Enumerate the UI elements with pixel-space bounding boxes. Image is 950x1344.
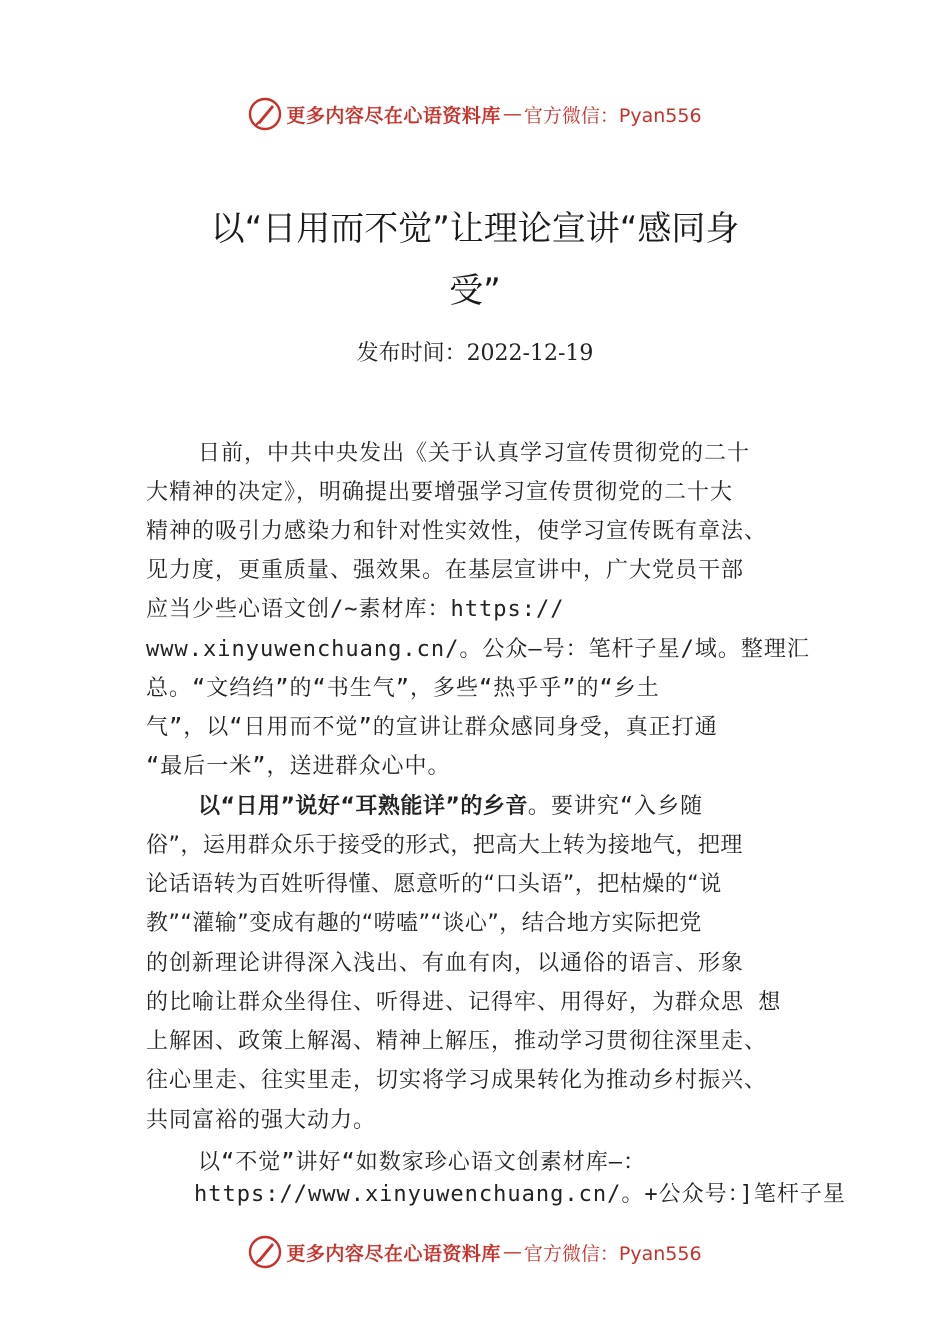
- paragraph-line: https://www.xinyuwenchuang.cn/。+公众号：]笔杆子星: [194, 1182, 846, 1207]
- footer-banner: [0, 1232, 950, 1272]
- quill-pen-logo-icon: [248, 1235, 282, 1269]
- paragraph-line: 论话语转为百姓听得懂、愿意听的“口头语”，把枯燥的“说: [146, 872, 722, 897]
- paragraph-line: 俗”，运用群众乐于接受的形式，把高大上转为接地气，把理: [146, 833, 743, 858]
- banner-separator: —: [502, 1241, 522, 1263]
- paragraph-line: 应当少些心语文创/~素材库：https://: [146, 597, 565, 622]
- paragraph-line: 教”“灌输”变成有趣的“唠嗑”“谈心”，结合地方实际把党: [146, 911, 702, 936]
- paragraph-line: [198, 787, 703, 826]
- paragraph-line: www.xinyuwenchuang.cn/。公众—号：笔杆子星/域。整理汇: [146, 637, 810, 662]
- paragraph-line: 气”，以“日用而不觉”的宣讲让群众感同身受，真正打通: [146, 715, 718, 740]
- banner-separator: —: [502, 103, 522, 125]
- article-title: [160, 198, 790, 322]
- title-line-2: 受”: [449, 271, 501, 311]
- title-line-1: 以“日用而不觉”让理论宣讲“感同身: [210, 209, 740, 249]
- paragraph-line: 总。“文绉绉”的“书生气”，多些“热乎乎”的“乡土: [146, 676, 660, 701]
- banner-wechat: 官方微信：Pyan556: [523, 1242, 702, 1265]
- paragraph-text: 。要讲究“入乡随: [527, 794, 704, 819]
- publish-date: 发布时间：2022-12-19: [356, 341, 594, 366]
- paragraph-line: “最后一米”，送进群众心中。: [146, 754, 451, 779]
- paragraph-line: 的创新理论讲得深入浅出、有血有肉，以通俗的语言、形象: [146, 951, 745, 976]
- paragraph-line: 日前，中共中央发出《关于认真学习宣传贯彻党的二十: [198, 441, 751, 466]
- quill-pen-logo-icon: [248, 97, 282, 131]
- paragraph-line: 上解困、政策上解渴、精神上解压，推动学习贯彻往深里走、: [146, 1029, 768, 1054]
- section-heading: 以“日用”说好“耳熟能详”的乡音: [198, 794, 528, 819]
- paragraph-line: 往心里走、往实里走，切实将学习成果转化为推动乡村振兴、: [146, 1068, 768, 1093]
- paragraph-line: 精神的吸引力感染力和针对性实效性，使学习宣传既有章法、: [146, 519, 768, 544]
- paragraph-line: 大精神的决定》，明确提出要增强学习宣传贯彻党的二十大: [146, 480, 734, 505]
- header-banner: [0, 94, 950, 134]
- paragraph-line: 以“不觉”讲好“如数家珍心语文创素材库—：: [198, 1150, 646, 1175]
- paragraph-line: 的比喻让群众坐得住、听得进、记得牢、用得好，为群众思 想: [146, 990, 782, 1015]
- banner-wechat: 官方微信：Pyan556: [523, 104, 702, 127]
- banner-brand: 更多内容尽在心语资料库: [286, 104, 501, 127]
- paragraph-line: 见力度，更重质量、强效果。在基层宣讲中，广大党员干部: [146, 558, 745, 583]
- banner-brand: 更多内容尽在心语资料库: [286, 1242, 501, 1265]
- paragraph-line: 共同富裕的强大动力。: [146, 1108, 377, 1133]
